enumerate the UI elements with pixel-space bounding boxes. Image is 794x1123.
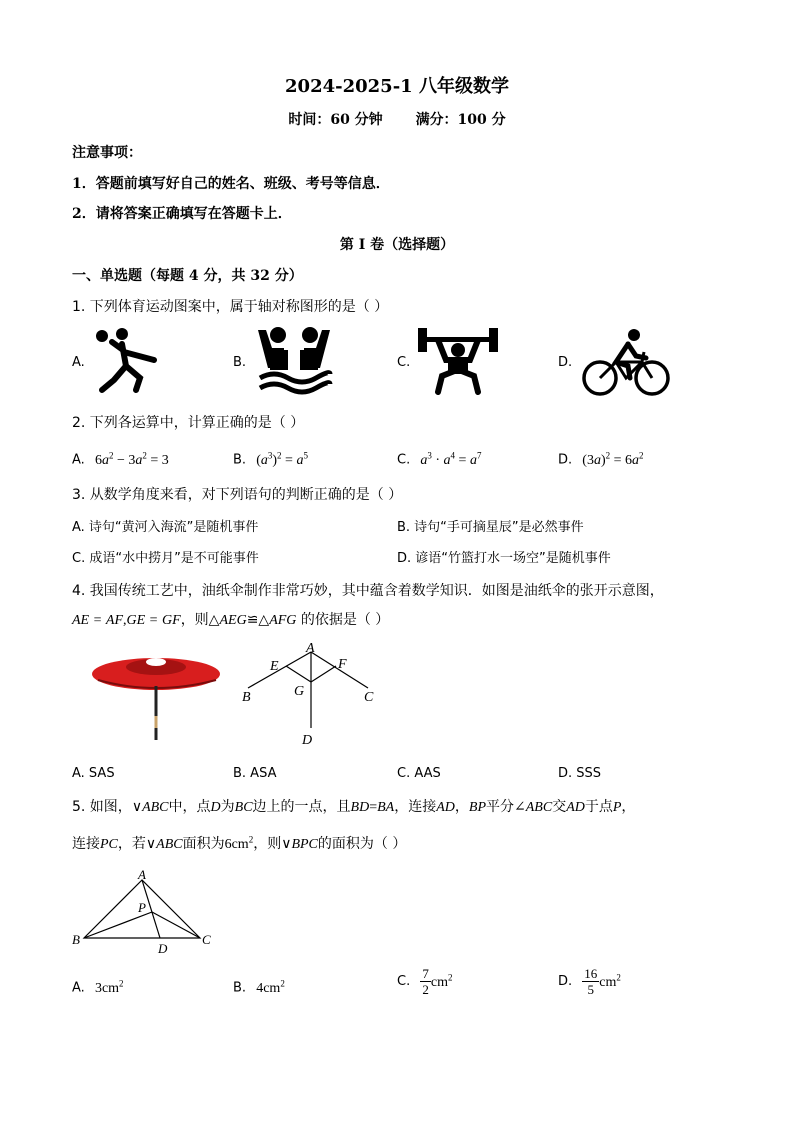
q2-option-d: D. $(3a)^2 = 6a^2$ bbox=[558, 450, 644, 468]
weightlifting-icon bbox=[416, 326, 500, 396]
exam-score: 满分：100 分 bbox=[415, 112, 506, 128]
q2-option-c: C. $a^3 \cdot a^4 = a^7$ bbox=[397, 450, 482, 468]
q2-stem: 2. 下列各运算中，计算正确的是（ ） bbox=[72, 415, 305, 431]
point-label-b: B bbox=[72, 932, 80, 947]
q4-condition: AE = AF,GE = GF，则△AEG≌△AFG 的依据是（ ） bbox=[72, 612, 390, 628]
triangle-diagram bbox=[68, 866, 218, 956]
point-label-p: P bbox=[138, 900, 146, 915]
q3-option-d: D. 谚语“竹篮打水一场空”是随机事件 bbox=[397, 551, 611, 566]
point-label-c: C bbox=[202, 932, 211, 947]
q5-option-b: B. $4cm^2$ bbox=[233, 978, 285, 996]
point-label-a: A bbox=[138, 867, 146, 882]
point-label-e: E bbox=[270, 659, 279, 674]
cycling-icon bbox=[580, 326, 672, 398]
q1-label-d: D. bbox=[558, 355, 573, 370]
q5-stem-line1: 5. 如图，∨ABC中，点D为BC边上的一点，且BD=BA，连接AD，BP平分∠ABC交AD于点P， bbox=[72, 799, 636, 815]
water-polo-icon bbox=[254, 324, 334, 396]
q1-stem: 1. 下列体育运动图案中，属于轴对称图形的是（ ） bbox=[72, 299, 389, 315]
exam-title: 2024-2025-1 八年级数学 bbox=[285, 76, 509, 97]
note-item-1: 1．答题前填写好自己的姓名、班级、考号等信息． bbox=[72, 176, 390, 192]
q4-option-b: B. ASA bbox=[233, 766, 277, 781]
q5-option-d: D. $\frac{16}{5}$ $cm^2$ bbox=[558, 966, 621, 997]
q4-option-c: C. AAS bbox=[397, 766, 441, 781]
q3-option-a: A. 诗句“黄河入海流”是随机事件 bbox=[72, 520, 259, 535]
point-label-f: F bbox=[338, 657, 347, 672]
note-item-2: 2．请将答案正确填写在答题卡上． bbox=[72, 206, 292, 222]
exam-meta bbox=[0, 109, 794, 129]
q1-label-a: A. bbox=[72, 355, 85, 370]
volleyball-icon bbox=[92, 326, 164, 396]
q3-option-c: C. 成语“水中捞月”是不可能事件 bbox=[72, 551, 259, 566]
point-label-c: C bbox=[364, 690, 374, 705]
q2-option-a: A. $6a^2 - 3a^2 = 3$ bbox=[72, 450, 169, 468]
point-label-b: B bbox=[242, 690, 251, 705]
section-heading: 一、单选题（每题 4 分，共 32 分） bbox=[72, 268, 303, 284]
exam-time: 时间：60 分钟 bbox=[288, 112, 383, 128]
umbrella-diagram bbox=[236, 638, 386, 750]
point-label-d: D bbox=[302, 733, 313, 748]
point-label-d: D bbox=[158, 941, 168, 956]
q3-option-b: B. 诗句“手可摘星辰”是必然事件 bbox=[397, 520, 584, 535]
q1-label-b: B. bbox=[233, 355, 247, 370]
point-label-g: G bbox=[294, 684, 305, 699]
q4-stem: 4. 我国传统工艺中，油纸伞制作非常巧妙，其中蕴含着数学知识．如图是油纸伞的张开示意图， bbox=[72, 583, 664, 599]
notes-heading: 注意事项： bbox=[72, 145, 142, 161]
q3-stem: 3. 从数学角度来看，对下列语句的判断正确的是（ ） bbox=[72, 487, 403, 503]
q4-option-a: A. SAS bbox=[72, 766, 115, 781]
q5-option-a: A. $3cm^2$ bbox=[72, 978, 124, 996]
q1-label-c: C. bbox=[397, 355, 411, 370]
q2-option-b: B. $(a^3)^2 = a^5$ bbox=[233, 450, 308, 468]
q5-option-c: C. $\frac{7}{2}$ $cm^2$ bbox=[397, 966, 453, 997]
oil-paper-umbrella-image bbox=[90, 652, 224, 744]
volume-heading: 第 I 卷（选择题） bbox=[339, 237, 455, 253]
point-label-a: A bbox=[306, 641, 315, 656]
q4-option-d: D. SSS bbox=[558, 766, 602, 781]
q5-stem-line2: 连接PC，若∨ABC面积为$6cm^2$，则∨BPC的面积为（ ） bbox=[72, 834, 407, 852]
